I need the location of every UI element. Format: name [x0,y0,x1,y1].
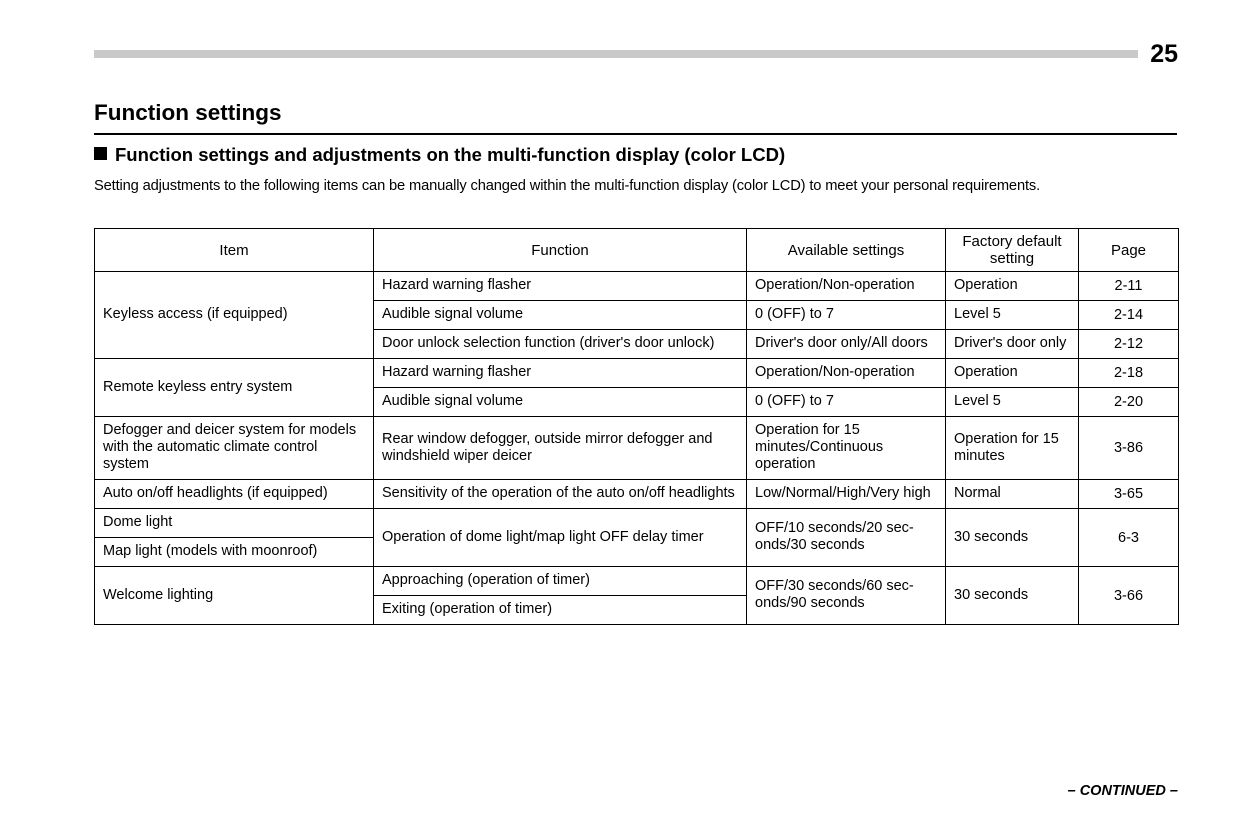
row-factory-default: 30 seconds [946,567,1079,625]
header-rule [94,50,1138,58]
row-item-dome-light: Dome light [95,509,374,538]
table-row [95,272,1179,301]
row-page: 3-66 [1079,567,1179,625]
row-factory-default: 30 seconds [946,509,1079,567]
row-available-settings: Operation for 15 minutes/Continuous operation [747,417,946,480]
row-item-keyless-access: Keyless access (if equipped) [95,272,374,359]
row-item-welcome-lighting: Welcome lighting [95,567,374,625]
row-page: 6-3 [1079,509,1179,567]
row-item-map-light: Map light (models with moonroof) [95,538,374,567]
row-available-settings: OFF/10 seconds/20 sec-onds/30 seconds [747,509,946,567]
row-available-settings: 0 (OFF) to 7 [747,388,946,417]
column-header-factory-default: Factory default setting [946,229,1079,272]
row-page: 2-12 [1079,330,1179,359]
row-item-defogger-deicer: Defogger and deicer system for models with the automatic climate control system [95,417,374,480]
function-settings-table [94,228,1179,625]
row-function: Door unlock selection function (driver's door unlock) [374,330,747,359]
row-available-settings: Operation/Non-operation [747,272,946,301]
row-available-settings: OFF/30 seconds/60 sec-onds/90 seconds [747,567,946,625]
row-function: Audible signal volume [374,388,747,417]
row-factory-default: Operation [946,272,1079,301]
column-header-item: Item [95,229,374,272]
row-page: 2-11 [1079,272,1179,301]
row-factory-default: Level 5 [946,301,1079,330]
row-factory-default: Operation [946,359,1079,388]
row-factory-default: Normal [946,480,1079,509]
row-page: 3-65 [1079,480,1179,509]
row-function: Hazard warning flasher [374,359,747,388]
row-function: Exiting (operation of timer) [374,596,747,625]
row-factory-default: Level 5 [946,388,1079,417]
continued-footer: – CONTINUED – [1067,783,1178,799]
row-available-settings: Driver's door only/All doors [747,330,946,359]
row-function: Approaching (operation of timer) [374,567,747,596]
title-divider [94,133,1177,135]
row-item-remote-keyless-entry: Remote keyless entry system [95,359,374,417]
table-row [95,509,1179,538]
row-function: Audible signal volume [374,301,747,330]
row-factory-default: Driver's door only [946,330,1079,359]
row-page: 3-86 [1079,417,1179,480]
row-function: Hazard warning flasher [374,272,747,301]
intro-paragraph: Setting adjustments to the following items can be manually changed within the multi-function display (color LCD) to meet your personal requirements. [94,178,1041,194]
row-available-settings: Low/Normal/High/Very high [747,480,946,509]
bullet-square-icon [94,147,107,160]
table-header-row [95,229,1179,272]
table-row [95,567,1179,596]
table-row [95,359,1179,388]
row-function: Rear window defogger, outside mirror defogger and windshield wiper deicer [374,417,747,480]
row-function: Operation of dome light/map light OFF delay timer [374,509,747,567]
row-page: 2-18 [1079,359,1179,388]
page-number: 25 [1150,40,1178,68]
page-title: Function settings [94,100,282,125]
row-page: 2-14 [1079,301,1179,330]
row-function: Sensitivity of the operation of the auto on/off headlights [374,480,747,509]
row-available-settings: Operation/Non-operation [747,359,946,388]
row-available-settings: 0 (OFF) to 7 [747,301,946,330]
column-header-available-settings: Available settings [747,229,946,272]
row-item-auto-headlights: Auto on/off headlights (if equipped) [95,480,374,509]
row-factory-default: Operation for 15 minutes [946,417,1079,480]
section-subheading-text: Function settings and adjustments on the multi-function display (color LCD) [115,144,786,165]
column-header-function: Function [374,229,747,272]
column-header-page: Page [1079,229,1179,272]
row-page: 2-20 [1079,388,1179,417]
table-row [95,480,1179,509]
section-subheading [94,144,785,166]
table-row [95,417,1179,480]
